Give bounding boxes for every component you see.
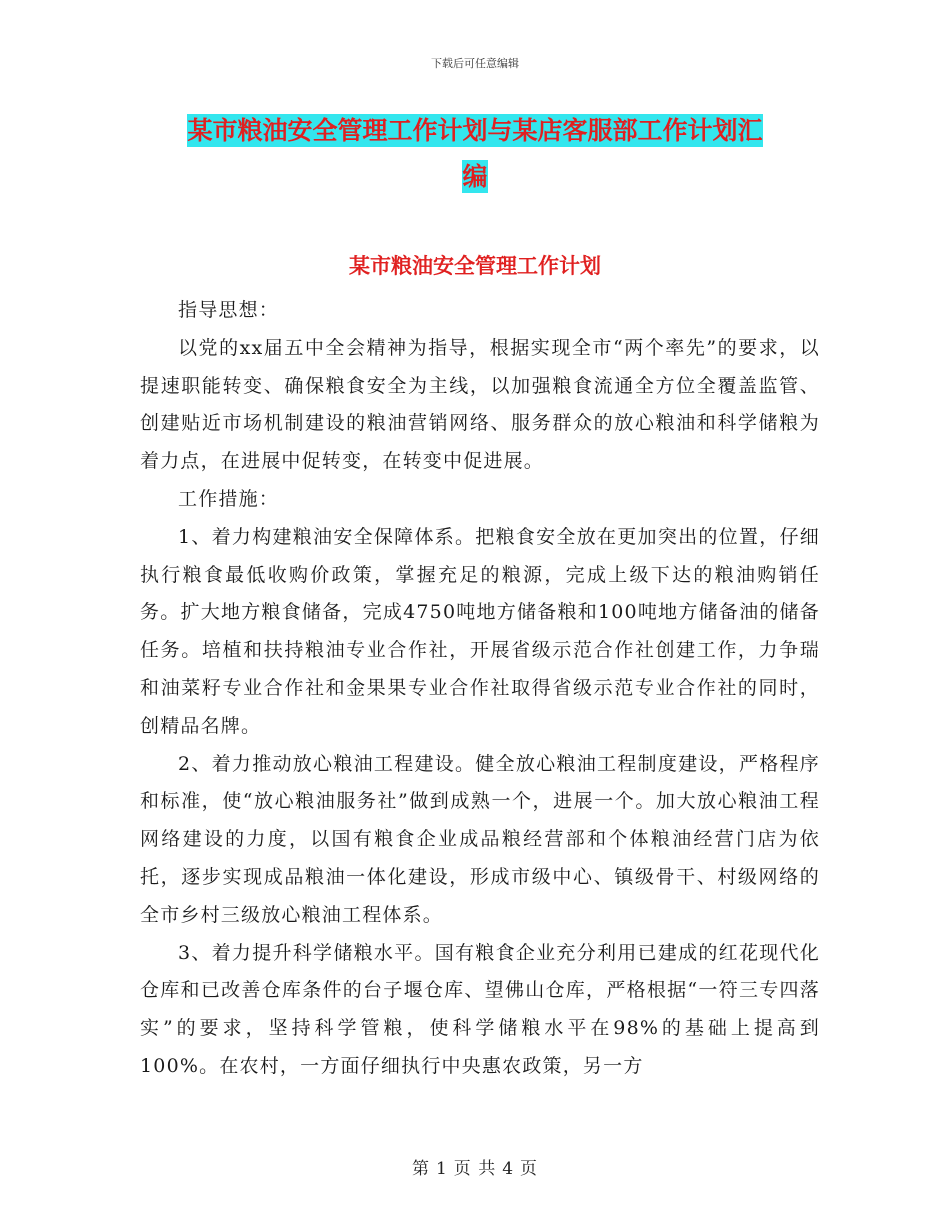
document-title bbox=[140, 108, 810, 200]
paragraph-guiding-heading: 指导思想： bbox=[178, 299, 280, 321]
page-header-note: 下载后可任意编辑 bbox=[431, 57, 519, 70]
section-title: 某市粮油安全管理工作计划 bbox=[349, 253, 601, 278]
document-title-line-2: 编 bbox=[462, 162, 488, 191]
paragraph-measure-3: 3、着力提升科学储粮水平。国有粮食企业充分利用已建成的红花现代化仓库和已改善仓库条件的台子堰仓库、望佛山仓库，严格根据“一符三专四落实”的要求，坚持科学管粮，使科学储粮水平在98%的基础上提高到100%。在农村，一方面仔细执行中央惠农政策，另一方 bbox=[140, 941, 820, 1077]
paragraph-guiding-content: 以党的xx届五中全会精神为指导，根据实现全市“两个率先”的要求，以提速职能转变、确保粮食安全为主线，以加强粮食流通全方位全覆盖监管、创建贴近市场机制建设的粮油营销网络、服务群众的放心粮油和科学储粮为着力点，在进展中促转变，在转变中促进展。 bbox=[140, 336, 820, 473]
footer-suffix: 页 bbox=[520, 1159, 539, 1179]
footer-mid: 页 共 bbox=[453, 1159, 497, 1179]
paragraph-measures-heading: 工作措施： bbox=[178, 487, 280, 510]
footer-page-number: 1 bbox=[435, 1159, 448, 1179]
footer-total-pages: 4 bbox=[502, 1159, 515, 1179]
paragraph-measure-2: 2、着力推动放心粮油工程建设。健全放心粮油工程制度建设，严格程序和标准，使“放心粮油服务社”做到成熟一个，进展一个。加大放心粮油工程网络建设的力度，以国有粮食企业成品粮经营部和个体粮油经营门店为依托，逐步实现成品粮油一体化建设，形成市级中心、镇级骨干、村级网络的全市乡村三级放心粮油工程体系。 bbox=[140, 752, 820, 926]
page-footer bbox=[0, 1154, 950, 1179]
footer-prefix: 第 bbox=[411, 1159, 430, 1179]
document-title-line-1: 某市粮油安全管理工作计划与某店客服部工作计划汇 bbox=[187, 116, 763, 145]
document-body bbox=[140, 292, 820, 1086]
paragraph-measure-1: 1、着力构建粮油安全保障体系。把粮食安全放在更加突出的位置，仔细执行粮食最低收购价政策，掌握充足的粮源，完成上级下达的粮油购销任务。扩大地方粮食储备，完成4750吨地方储备粮和100吨地方储备油的储备任务。培植和扶持粮油专业合作社，开展省级示范合作社创建工作，力争瑞和油菜籽专业合作社和金果果专业合作社取得省级示范专业合作社的同时，创精品名牌。 bbox=[140, 525, 820, 737]
